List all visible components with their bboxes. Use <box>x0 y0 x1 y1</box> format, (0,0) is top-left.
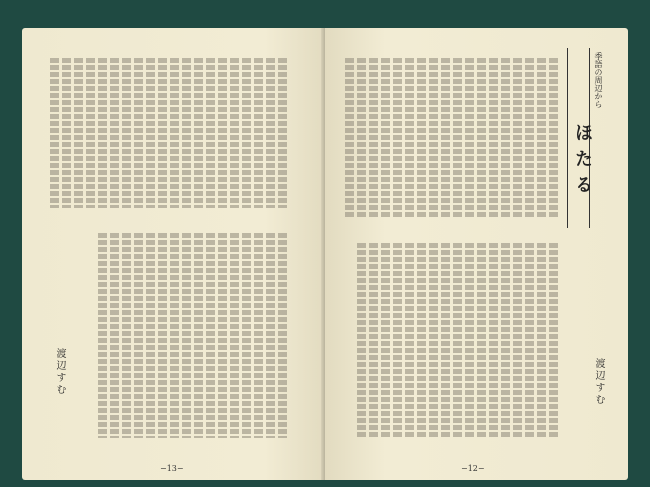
left-page-author: 渡辺すむ <box>54 348 65 396</box>
left-page-number: −13− <box>160 464 184 473</box>
open-booklet <box>22 28 628 480</box>
left-page <box>22 28 325 480</box>
article-title: ほたる <box>572 123 593 201</box>
right-page <box>325 28 628 480</box>
series-heading: 季語の周辺から <box>594 52 603 108</box>
right-page-number: −12− <box>461 464 485 473</box>
title-rule-left <box>567 48 568 228</box>
right-page-author: 渡辺すむ <box>593 358 604 406</box>
